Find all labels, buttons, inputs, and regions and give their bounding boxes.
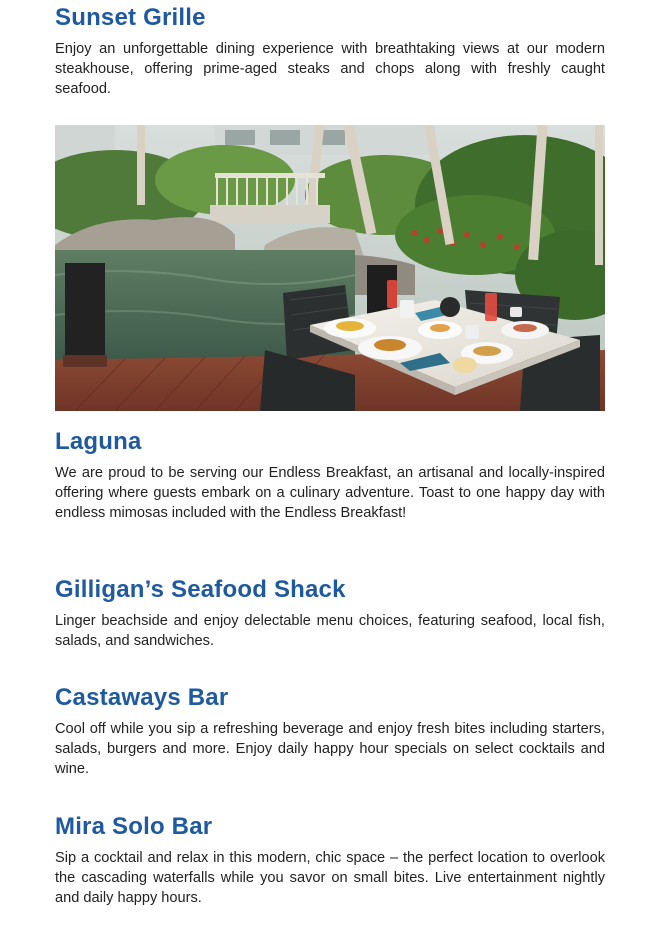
section-description: We are proud to be serving our Endless Breakfast, an artisanal and locally-inspired offering where guests embark on a culinary adventure. Toast to one happy day with endless mimosas included with the Endless Breakfast!: [55, 465, 605, 521]
section-description: Sip a cocktail and relax in this modern, chic space – the perfect location to overlook the cascading waterfalls while you savor on small bites. Live entertainment nightly and daily happy hours.: [55, 850, 605, 906]
section-title: Castaways Bar: [55, 684, 229, 711]
section-title: Mira Solo Bar: [55, 813, 213, 840]
section-title: Laguna: [55, 428, 142, 455]
section-mira-solo-bar: [55, 812, 605, 908]
section-laguna: [55, 427, 605, 523]
section-sunset-grille: [55, 3, 605, 99]
section-description: Enjoy an unforgettable dining experience with breathtaking views at our modern steakhouse, offering prime-aged steaks and chops along with freshly caught seafood.: [55, 41, 605, 97]
section-description: Cool off while you sip a refreshing beverage and enjoy fresh bites including starters, salads, burgers and more. Enjoy daily happy hour specials on select cocktails and wine.: [55, 721, 605, 777]
section-gilligans-seafood-shack: [55, 575, 605, 651]
section-title: Gilligan’s Seafood Shack: [55, 576, 346, 603]
section-description: Linger beachside and enjoy delectable menu choices, featuring seafood, local fish, salads, and sandwiches.: [55, 613, 605, 649]
section-castaways-bar: [55, 683, 605, 779]
laguna-dining-photo: [55, 125, 605, 411]
section-title: Sunset Grille: [55, 4, 206, 31]
